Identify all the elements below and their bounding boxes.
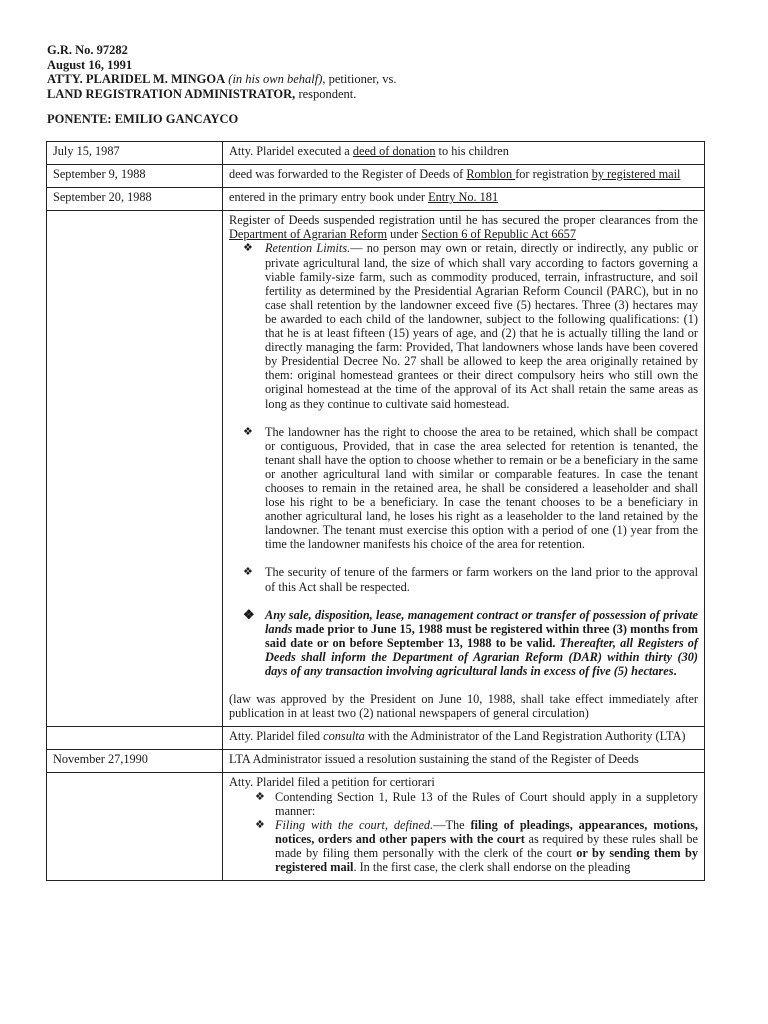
list-text: The landowner has the right to choose the area to be retained, which shall be compact or contiguous, Provided, that in case the area selected for retention is tenanted, the tenant shall have the option to choose whether to remain or be a beneficiary in the same or another agricultural land with similar or comparable features. In case the tenant chooses to remain in the retained area, he shall be considered a leaseholder and shall lose his right to be a beneficiary. In case the tenant chooses to be a beneficiary in another agricultural land, he loses his right as a leaseholder to the land retained by the landowner. The tenant must exercise this option with a period of one (1) year from the time the landowner manifests his choice of the area for retention. xyxy=(265,424,698,552)
list-item xyxy=(229,818,698,874)
list-item xyxy=(229,241,698,410)
table-row xyxy=(47,773,705,881)
date-cell xyxy=(47,727,223,750)
list-item xyxy=(229,790,698,818)
list-text: . In the first case, the clerk shall endorse on the pleading xyxy=(353,860,631,875)
respondent-suffix: respondent. xyxy=(295,86,357,101)
list-text: — no person may own or retain, directly or indirectly, any public or private agricultural land, the size of which shall vary according to factors governing a viable family-size farm, such as commodity produced, terrain, infrastructure, and soil fertility as determined by the Presidential Agrarian Reform Council (PARC), but in no case shall retention by the landowner exceed five (5) hectares. Three (3) hectares may be awarded to each child of the landowner, subject to the following qualifications: (1) that he is at least fifteen (15) years of age, and (2) that he is actually tilling the land or directly managing the farm: Provided, That landowners whose lands have been covered by Presidential Decree No. 27 shall be allowed to keep the area originally retained by them: original homestead grantees or their direct compulsory heirs who still own the original homestead at the time of the approval of its Act shall retain the same areas as long as they continue to cultivate said homestead. xyxy=(265,241,698,411)
list-text: Any sale, disposition, lease, management contract or transfer of possession of private lands xyxy=(265,607,698,636)
date-cell: July 15, 1987 xyxy=(47,142,223,165)
list-text: or by sending them by registered mail xyxy=(275,845,698,875)
event-cell xyxy=(223,211,705,727)
date-cell: November 27,1990 xyxy=(47,750,223,773)
date-cell: September 20, 1988 xyxy=(47,188,223,211)
list-text: The security of tenure of the farmers or farm workers on the land prior to the approval of this Act shall be respected. xyxy=(265,565,698,594)
table-row xyxy=(47,165,705,188)
event-text: to his children xyxy=(435,144,509,158)
bullet-list xyxy=(229,608,698,678)
event-cell xyxy=(223,188,705,211)
diamond-bullet-icon: ❖ xyxy=(243,606,255,622)
list-item xyxy=(229,565,698,593)
case-header xyxy=(47,43,397,101)
event-italic-text: consulta xyxy=(323,729,365,744)
event-cell xyxy=(223,727,705,750)
event-text: deed was forwarded to the Register of Deeds of xyxy=(229,167,467,182)
ponente: PONENTE: EMILIO GANCAYCO xyxy=(47,112,239,126)
event-text: Atty. Plaridel filed xyxy=(229,729,324,744)
list-item xyxy=(229,425,698,552)
decision-date: August 16, 1991 xyxy=(47,57,133,72)
event-underlined-text: Romblon xyxy=(466,167,516,182)
event-underlined-text: by registered mail xyxy=(591,167,681,182)
date-cell xyxy=(47,773,223,881)
event-note: (law was approved by the President on June 10, 1988, shall take effect immediately after publication in at least two (2) national newspapers of general circulation) xyxy=(229,692,698,721)
petitioner-note: (in his own behalf) xyxy=(228,72,323,86)
bullet-list xyxy=(229,565,698,593)
list-text: —The xyxy=(433,817,471,832)
case-timeline-table xyxy=(46,141,705,881)
event-text: for registration xyxy=(515,167,592,182)
list-text: made prior to June 15, 1988 must be registered within three (3) months from said date or on before September 13, 1988 to be valid. xyxy=(265,621,698,650)
date-cell xyxy=(47,211,223,727)
bullet-list xyxy=(229,241,698,410)
event-underlined-text: Department of Agrarian Reform xyxy=(229,227,388,242)
petitioner-line xyxy=(47,72,397,87)
bullet-list xyxy=(229,790,698,875)
event-underlined-text: Entry No. 181 xyxy=(428,190,499,205)
section-title: Retention Limits. xyxy=(265,241,351,256)
event-underlined-text: deed of donation xyxy=(352,144,436,158)
list-text: Contending Section 1, Rule 13 of the Rules of Court should apply in a suppletory manner: xyxy=(275,789,698,818)
table-row xyxy=(47,750,705,773)
event-text: under xyxy=(387,227,422,242)
diamond-bullet-icon: ❖ xyxy=(243,242,253,255)
table-row xyxy=(47,188,705,211)
date-cell: September 9, 1988 xyxy=(47,165,223,188)
list-text: filing of pleadings, appearances, motions, notices, orders and other papers with the court xyxy=(275,817,698,846)
event-cell xyxy=(223,142,705,165)
table-row xyxy=(47,727,705,750)
table-row xyxy=(47,211,705,727)
event-text: LTA Administrator issued a resolution sustaining the stand of the Register of Deeds xyxy=(229,752,639,767)
event-cell xyxy=(223,773,705,881)
event-text: entered in the primary entry book under xyxy=(229,190,429,205)
list-item xyxy=(229,608,698,678)
petitioner-suffix: , petitioner, vs. xyxy=(322,72,397,86)
event-text: with the Administrator of the Land Registration Authority (LTA) xyxy=(364,729,686,744)
list-text: as required by these rules shall be made by filing them personally with the clerk of the court xyxy=(275,831,698,860)
diamond-bullet-icon: ❖ xyxy=(243,425,253,438)
list-text: Thereafter, all Registers of Deeds shall inform the Department of Agrarian Reform (DAR) within thirty (30) days of any transaction involving agricultural lands in excess of five (5) hectares xyxy=(265,635,699,678)
respondent-line xyxy=(47,87,397,102)
respondent-name: LAND REGISTRATION ADMINISTRATOR, xyxy=(47,86,296,101)
list-text: . xyxy=(673,664,677,678)
bullet-list xyxy=(229,425,698,552)
diamond-bullet-icon: ❖ xyxy=(243,566,253,579)
gr-number: G.R. No. 97282 xyxy=(47,43,128,57)
diamond-bullet-icon: ❖ xyxy=(255,790,265,803)
event-cell xyxy=(223,165,705,188)
diamond-bullet-icon: ❖ xyxy=(255,818,265,831)
event-paragraph: Atty. Plaridel filed a petition for certiorari xyxy=(229,775,435,790)
table-row xyxy=(47,142,705,165)
event-paragraph xyxy=(229,213,698,241)
event-text: Atty. Plaridel executed a xyxy=(229,144,353,158)
petitioner-name: ATTY. PLARIDEL M. MINGOA xyxy=(47,72,226,86)
section-title: Filing with the court, defined. xyxy=(275,817,434,832)
event-cell xyxy=(223,750,705,773)
event-text: Register of Deeds suspended registration until he has secured the proper clearances from the xyxy=(229,213,698,228)
event-underlined-text: Section 6 of Republic Act 6657 xyxy=(421,227,576,242)
